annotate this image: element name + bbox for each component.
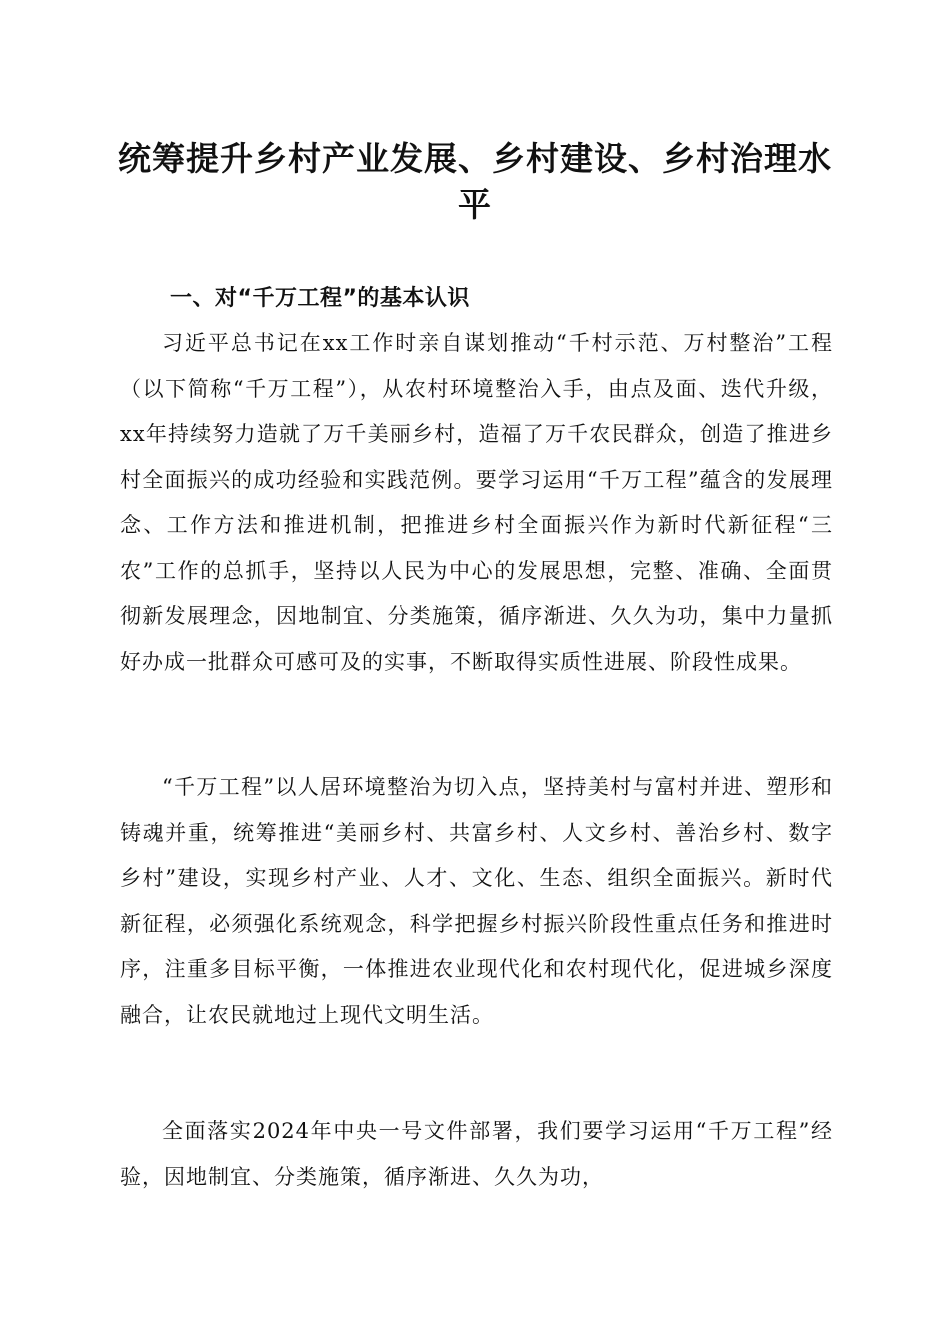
document-title: 统筹提升乡村产业发展、乡村建设、乡村治理水平 (118, 139, 832, 224)
body-paragraph: 习近平总书记在xx工作时亲自谋划推动“千村示范、万村整治”工程（以下简称“千万工程”），从农村环境整治入手，由点及面、迭代升级，xx年持续努力造就了万千美丽乡村，造福了万千农民群众，创造了推进乡村全面振兴的成功经验和实践范例。要学习运用“千万工程”蕴含的发展理念、工作方法和推进机制，把推进乡村全面振兴作为新时代新征程“三农”工作的总抓手，坚持以人民为中心的发展思想，完整、准确、全面贯彻新发展理念，因地制宜、分类施策，循序渐进、久久为功，集中力量抓好办成一批群众可感可及的实事，不断取得实质性进展、阶段性成果。 (120, 331, 833, 674)
section-heading: 一、对“千万工程”的基本认识 (170, 286, 470, 311)
body-paragraph: 全面落实2024年中央一号文件部署，我们要学习运用“千万工程”经验，因地制宜、分类施策，循序渐进、久久为功， (120, 1119, 833, 1189)
body-paragraph: “千万工程”以人居环境整治为切入点，坚持美村与富村并进、塑形和铸魂并重，统筹推进“美丽乡村、共富乡村、人文乡村、善治乡村、数字乡村”建设，实现乡村产业、人才、文化、生态、组织全面振兴。新时代新征程，必须强化系统观念，科学把握乡村振兴阶段性重点任务和推进时序，注重多目标平衡，一体推进农业现代化和农村现代化，促进城乡深度融合，让农民就地过上现代文明生活。 (120, 775, 833, 1027)
